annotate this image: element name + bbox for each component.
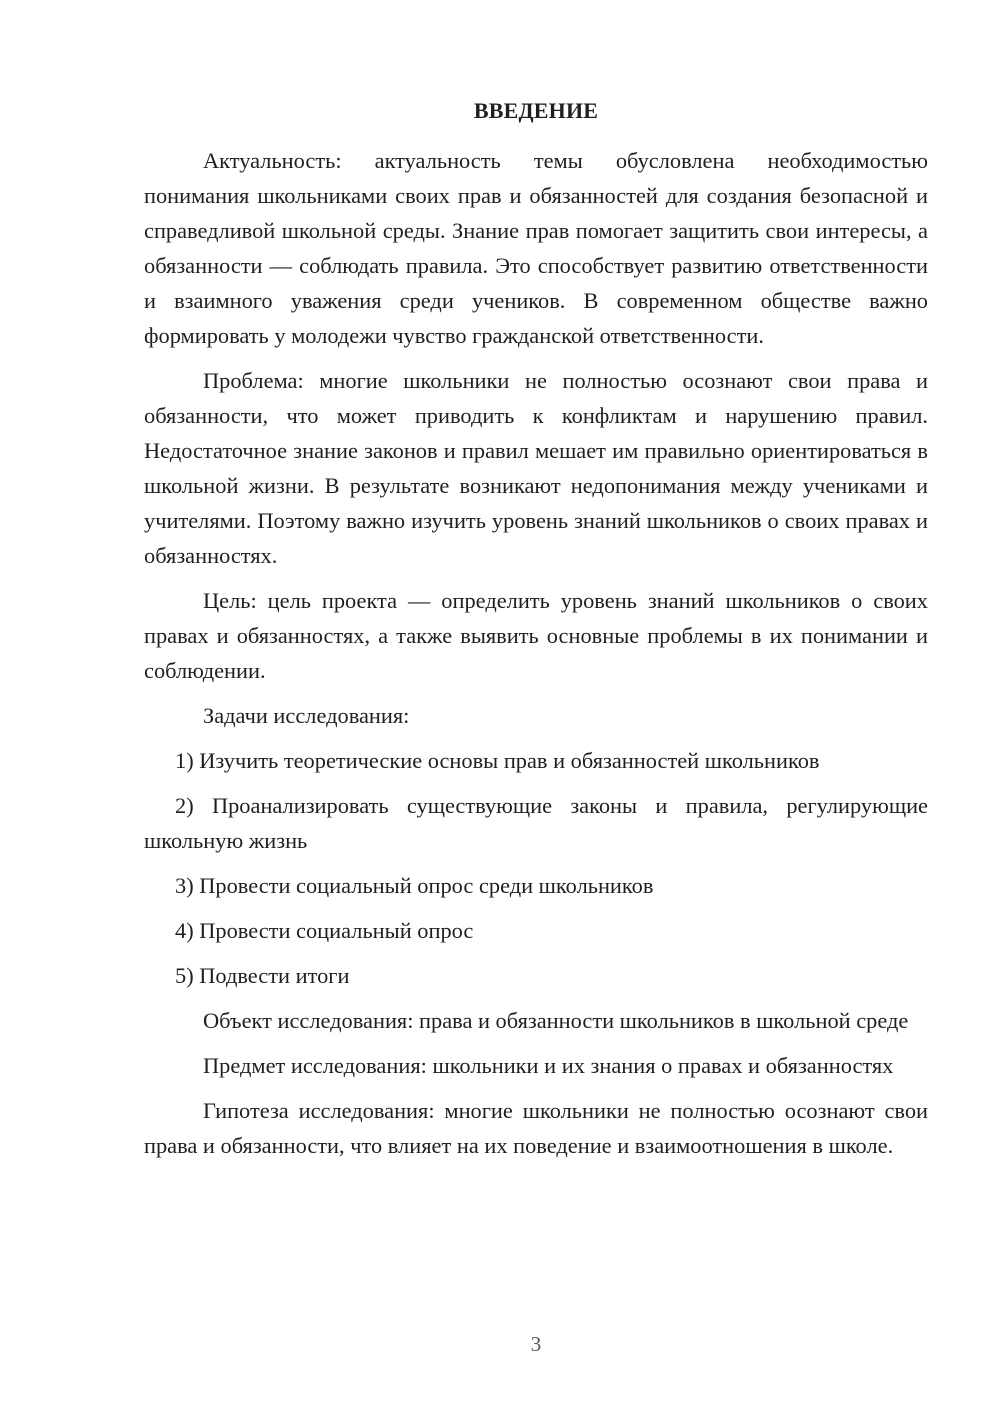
list-item: 4) Провести социальный опрос	[175, 918, 474, 943]
section-heading: ВВЕДЕНИЕ	[473, 98, 599, 123]
page-number: 3	[530, 1332, 542, 1356]
paragraph-subject: Предмет исследования: школьники и их знания о правах и обязанностях	[203, 1053, 894, 1078]
list-item: 5) Подвести итоги	[175, 963, 350, 988]
paragraph-tasks-title: Задачи исследования:	[203, 703, 410, 728]
tasks-list	[144, 743, 928, 993]
paragraph-hypothesis: Гипотеза исследования: многие школьники не полностью осознают свои права и обязанности, что влияет на их поведение и взаимоотношения в школе.	[144, 1098, 928, 1158]
list-item: 1) Изучить теоретические основы прав и обязанностей школьников	[175, 748, 820, 773]
page-content	[144, 96, 928, 1173]
paragraph-goal: Цель: цель проекта — определить уровень знаний школьников о своих правах и обязанностях, а также выявить основные проблемы в их понимании и соблюдении.	[144, 588, 928, 683]
paragraph-problem: Проблема: многие школьники не полностью осознают свои права и обязанности, что может приводить к конфликтам и нарушению правил. Недостаточное знание законов и правил мешает им правильно ориентироваться в школьной жизни. В результате возникают недопонимания между учениками и учителями. Поэтому важно изучить уровень знаний школьников о своих правах и обязанностях.	[144, 368, 928, 568]
paragraph-relevance: Актуальность: актуальность темы обусловлена необходимостью понимания школьниками своих прав и обязанностей для создания безопасной и справедливой школьной среды. Знание прав помогает защитить свои интересы, а обязанности — соблюдать правила. Это способствует развитию ответственности и взаимного уважения среди учеников. В современном обществе важно формировать у молодежи чувство гражданской ответственности.	[144, 148, 928, 348]
paragraph-object: Объект исследования: права и обязанности школьников в школьной среде	[203, 1008, 909, 1033]
list-item: 3) Провести социальный опрос среди школьников	[175, 873, 654, 898]
list-item: 2) Проанализировать существующие законы и правила, регулирующие школьную жизнь	[144, 793, 928, 853]
